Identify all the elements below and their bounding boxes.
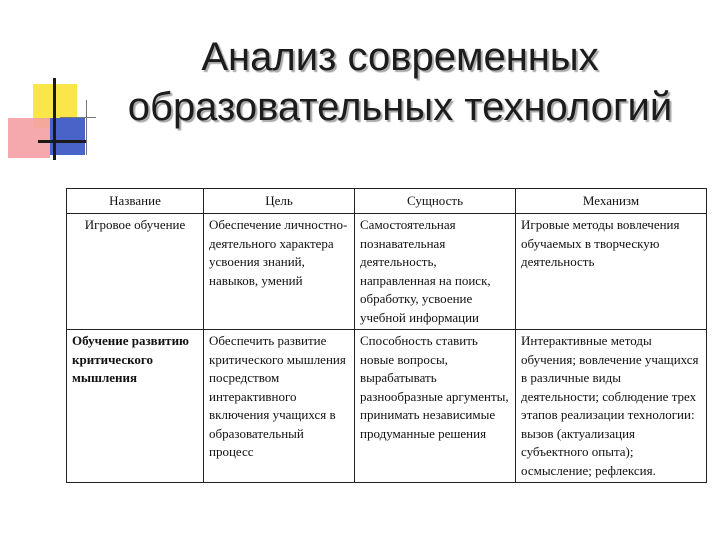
header-goal: Цель: [204, 189, 355, 214]
technologies-table: [66, 188, 707, 483]
cell-essence: Самостоятельная познавательная деятельность, направленная на поиск, обработку, усвоение учебной информации: [355, 214, 516, 330]
cell-name: Обучение развитию критического мышления: [67, 330, 204, 483]
cell-mechanism: Интерактивные методы обучения; вовлечение учащихся в различные виды деятельности; соблюдение трех этапов реализации технологии: вызов (актуализация субъектного опыта); осмысление; рефлексия.: [516, 330, 707, 483]
slide-title: Анализ современных образовательных технологий: [127, 35, 673, 129]
cell-essence: Способность ставить новые вопросы, вырабатывать разнообразные аргументы, принимать независимые продуманные решения: [355, 330, 516, 483]
table-header-row: [67, 189, 707, 214]
header-name: Название: [67, 189, 204, 214]
cell-goal: Обеспечить развитие критического мышления посредством интерактивного включения учащихся в образовательный процесс: [204, 330, 355, 483]
table-row: [67, 330, 707, 483]
cell-name: Игровое обучение: [67, 214, 204, 330]
cell-mechanism: Игровые методы вовлечения обучаемых в творческую деятельность: [516, 214, 707, 330]
decor-thin-horizontal-line: [60, 117, 96, 118]
header-essence: Сущность: [355, 189, 516, 214]
header-mechanism: Механизм: [516, 189, 707, 214]
decor-horizontal-line: [38, 140, 86, 143]
decor-thin-vertical-line: [86, 100, 87, 155]
table-row: [67, 214, 707, 330]
decor-vertical-line: [53, 78, 56, 160]
cell-goal: Обеспечение личностно-деятельного характера усвоения знаний, навыков, умений: [204, 214, 355, 330]
decor-pink-square: [8, 118, 50, 158]
